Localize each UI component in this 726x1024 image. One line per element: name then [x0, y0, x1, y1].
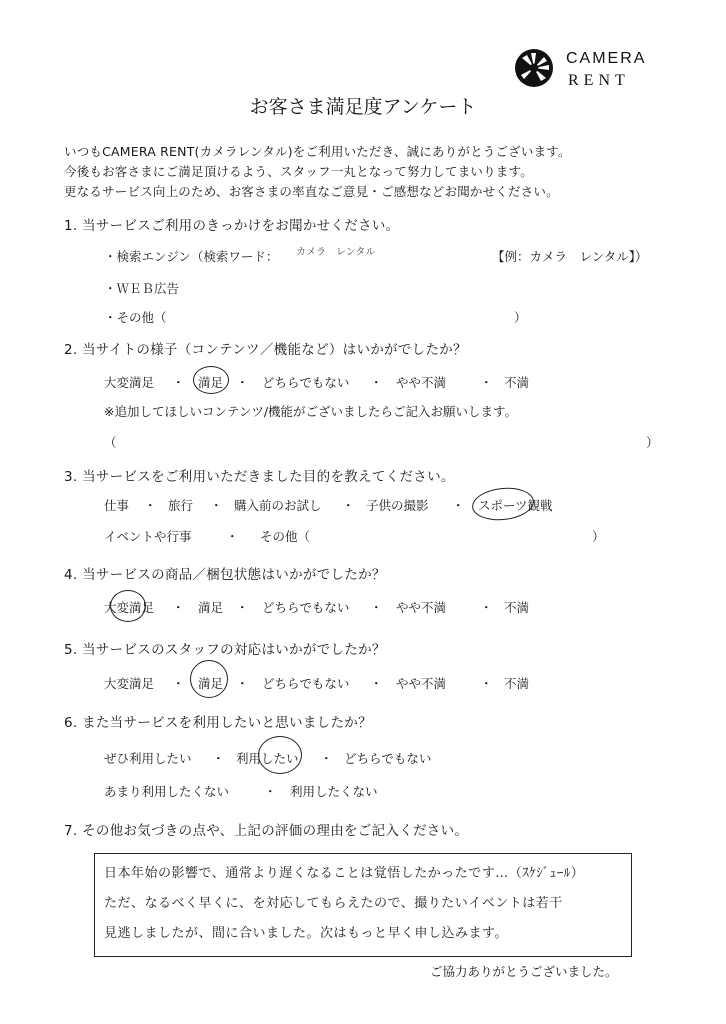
q1-other: ・その他（	[104, 310, 167, 325]
q1-web-ad: ・ＷＥＢ広告	[104, 281, 180, 296]
q1-search-engine-label: ・検索エンジン（検索ワード：	[104, 249, 279, 264]
q6-selection-circle	[258, 736, 302, 774]
q4-option-satisfied: 満足	[198, 600, 224, 615]
q2-option-very-satisfied: 大変満足	[104, 375, 155, 390]
q5-option-very-satisfied: 大変満足	[104, 676, 155, 691]
q2-question: 2. 当サイトの様子（コンテンツ／機能など）はいかがでしたか？	[64, 342, 467, 358]
q3-question: 3. 当サービスをご利用いただきました目的を教えてください。	[64, 469, 455, 485]
q7-handwritten-line-1: 日本年始の影響で、通常より遅くなることは覚悟したかったです…（ｽｹｼﾞｭｰﾙ）	[104, 866, 585, 881]
q4-option-somewhat-dissatisfied: やや不満	[396, 600, 447, 615]
q6-option-definitely: ぜひ利用したい	[104, 751, 192, 766]
q7-handwritten-line-2: ただ、なるべく早くに、を対応してもらえたので、撮りたいイベントは若干	[104, 896, 563, 911]
q2-option-satisfied: 満足	[198, 375, 224, 390]
q3-option-other: その他（	[260, 529, 311, 544]
intro-line-3: 更なるサービス向上のため、お客さまの率直なご意見・ご感想などお聞かせください。	[64, 184, 559, 199]
q2-open-paren: （	[104, 435, 117, 450]
logo-line2: RENT	[568, 72, 630, 89]
survey-title: お客さま満足度アンケート	[249, 96, 477, 118]
q1-other-close: ）	[514, 310, 527, 325]
q4-option-dissatisfied: 不満	[504, 600, 530, 615]
q3-option-work: 仕事	[104, 498, 130, 513]
q6-option-yes: 利用したい	[236, 751, 299, 766]
q1-search-word-answer: カメラ レンタル	[296, 247, 376, 258]
q1-question: 1. 当サービスご利用のきっかけをお聞かせください。	[64, 218, 400, 234]
q7-handwritten-line-3: 見逃しましたが、間に合いました。次はもっと早く申し込みます。	[104, 926, 508, 941]
q2-selection-circle	[193, 366, 229, 394]
q2-close-paren: ）	[646, 435, 659, 450]
q3-option-sports: スポーツ観戦	[478, 498, 553, 513]
q3-option-trial: 購入前のお試し	[234, 498, 322, 513]
q2-option-dissatisfied: 不満	[504, 375, 530, 390]
q4-question: 4. 当サービスの商品／梱包状態はいかがでしたか？	[64, 567, 386, 583]
q7-question: 7. その他お気づきの点や、上記の評価の理由をご記入ください。	[64, 823, 469, 839]
intro-line-1: いつもCAMERA RENT(カメラレンタル)をご利用いただき、誠にありがとうございます。	[64, 144, 571, 159]
q6-question: 6. また当サービスを利用したいと思いましたか？	[64, 715, 372, 731]
closing-thanks: ご協力ありがとうございました。	[430, 964, 618, 979]
q6-option-no: 利用したくない	[290, 784, 378, 799]
q1-example: 【例：カメラ レンタル】）	[492, 249, 648, 264]
aperture-icon	[514, 48, 554, 88]
q4-selection-circle	[110, 590, 146, 622]
q4-option-very-satisfied: 大変満足	[104, 600, 155, 615]
q3-other-close: ）	[592, 529, 605, 544]
q3-selection-circle	[470, 485, 535, 523]
camera-rent-logo	[510, 42, 650, 98]
q5-option-satisfied: 満足	[198, 676, 224, 691]
q5-question: 5. 当サービスのスタッフの対応はいかがでしたか？	[64, 642, 386, 658]
q5-selection-circle	[190, 660, 228, 698]
logo-line1: CAMERA	[566, 50, 647, 67]
q5-option-somewhat-dissatisfied: やや不満	[396, 676, 447, 691]
q2-note: ※追加してほしいコンテンツ/機能がございましたらご記入お願いします。	[104, 404, 518, 419]
q2-option-neutral: どちらでもない	[262, 375, 350, 390]
q5-option-neutral: どちらでもない	[262, 676, 350, 691]
intro-line-2: 今後もお客さまにご満足頂けるよう、スタッフ一丸となって努力してまいります。	[64, 164, 533, 179]
q3-option-travel: 旅行	[168, 498, 194, 513]
q3-option-kids: 子供の撮影	[366, 498, 429, 513]
q3-option-events: イベントや行事	[104, 529, 192, 544]
q4-option-neutral: どちらでもない	[262, 600, 350, 615]
q6-option-neutral: どちらでもない	[344, 751, 432, 766]
q2-option-somewhat-dissatisfied: やや不満	[396, 375, 447, 390]
q5-option-dissatisfied: 不満	[504, 676, 530, 691]
q6-option-not-really: あまり利用したくない	[104, 784, 230, 799]
